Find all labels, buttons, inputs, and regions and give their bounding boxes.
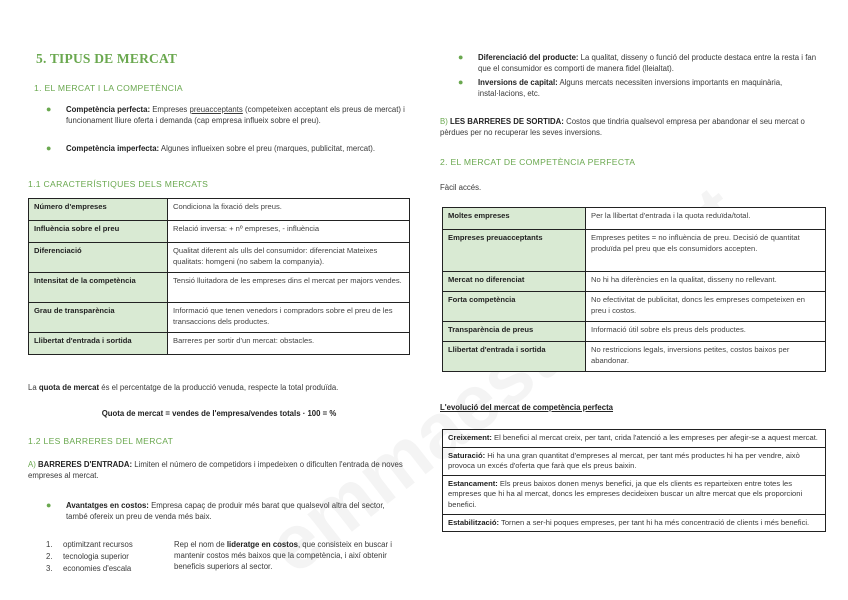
section-heading: 2. EL MERCAT DE COMPETÈNCIA PERFECTA	[440, 157, 636, 167]
evolution-title: L'evolució del mercat de competència perfecta	[440, 403, 614, 412]
evolution-stage: Estabilització: Tornen a ser-hi poques empreses, per tant hi ha més concentració de clients i més benefici.	[448, 517, 810, 527]
table-row: Mercat no diferenciat No hi ha diferències en la qualitat, disseny no rellevant.	[443, 272, 826, 292]
characteristics-table	[28, 198, 410, 355]
table-row: Transparència de preus Informació útil sobre els preus dels productes.	[443, 322, 826, 342]
perfect-competition-table	[442, 207, 826, 372]
entry-barriers-paragraph: A) BARRERES D'ENTRADA: Limiten el número de competidors i impedeixen o dificulten l'entrada de noves empreses al mercat.	[28, 460, 403, 481]
exit-barriers-paragraph: B) LES BARRERES DE SORTIDA: Costos que tindria qualsevol empresa per abandonar el seu mercat o pèrdues per no recuperar les seves inversions.	[440, 117, 805, 138]
quota-paragraph: La quota de mercat és el percentatge de la producció venuda, respecte la total produïda.	[28, 383, 339, 392]
bullet-icon: ●	[458, 52, 464, 62]
list-item: 1. optimitzant recursos	[46, 540, 133, 549]
table-row: Diferenciació Qualitat diferent als ulls del consumidor: diferenciat Mateixes qualitats: homgeni (no sabem la companyia).	[29, 243, 410, 273]
table-row: Moltes empreses Per la llibertat d'entrada i la quota reduïda/total.	[443, 208, 826, 230]
numbered-list	[46, 539, 176, 575]
table-row: Intensitat de la competència Tensió lluitadora de les empreses dins el mercat per majors vendes.	[29, 273, 410, 303]
subsection-heading: 1.1 CARACTERÍSTIQUES DELS MERCATS	[28, 179, 209, 189]
table-row: Llibertat d'entrada i sortida No restriccions legals, inversions petites, costos baixos per abandonar.	[443, 342, 826, 372]
table-row: Empreses preuacceptants Empreses petites = no influència de preu. Decisió de quantitat produïda pel preu que els consumidors accepten.	[443, 230, 826, 272]
table-row: Forta competència No efectivitat de publicitat, doncs les empreses competeixen en preu i costos.	[443, 292, 826, 322]
bullet-icon: ●	[46, 104, 52, 114]
page-title: 5. TIPUS DE MERCAT	[36, 51, 178, 66]
bullet-icon: ●	[46, 500, 52, 510]
table-row: Llibertat d'entrada i sortida Barreres per sortir d'un mercat: obstacles.	[29, 333, 410, 355]
bullet-icon: ●	[458, 77, 464, 87]
table-row: Grau de transparència Informació que tenen venedors i compradors sobre el preu de les transaccions dels productes.	[29, 303, 410, 333]
evolution-stage: Estancament: Els preus baixos donen menys benefici, ja que els clients es reparteixen entre totes les empreses que hi ha al mercat, doncs les empreses decideixen buscar un altre mercat que els proporcioni benefici.	[443, 476, 825, 515]
evolution-stage: Saturació: Hi ha una gran quantitat d'empreses al mercat, per tant més productes hi ha per vendre, això provoca un excés d'oferta que farà que els preus baixin.	[443, 448, 825, 476]
evolution-box	[442, 429, 826, 532]
bullet-icon: ●	[46, 143, 52, 153]
list-item: 3. economies d'escala	[46, 564, 132, 573]
subsection-heading: 1.2 LES BARRERES DEL MERCAT	[28, 436, 174, 446]
easy-access-text: Fàcil accés.	[440, 183, 482, 192]
section-heading: 1. EL MERCAT I LA COMPETÈNCIA	[34, 83, 183, 93]
cost-leadership-text: Rep el nom de lideratge en costos, que consisteix en buscar i mantenir costos més baixos que la competència, i així obtenir beneficis superiors al sector.	[174, 540, 392, 572]
evolution-stage: Creixement: El benefici al mercat creix, per tant, crida l'atenció a les empreses per afegir-se a aquest mercat.	[443, 430, 825, 448]
table-row: Número d'empreses Condiciona la fixació dels preus.	[29, 199, 410, 221]
formula: Quota de mercat = vendes de l'empresa/vendes totals · 100 = %	[101, 409, 337, 418]
list-item: 2. tecnologia superior	[46, 552, 129, 561]
table-row: Influència sobre el preu Relació inversa: + nº empreses, - influència	[29, 221, 410, 243]
